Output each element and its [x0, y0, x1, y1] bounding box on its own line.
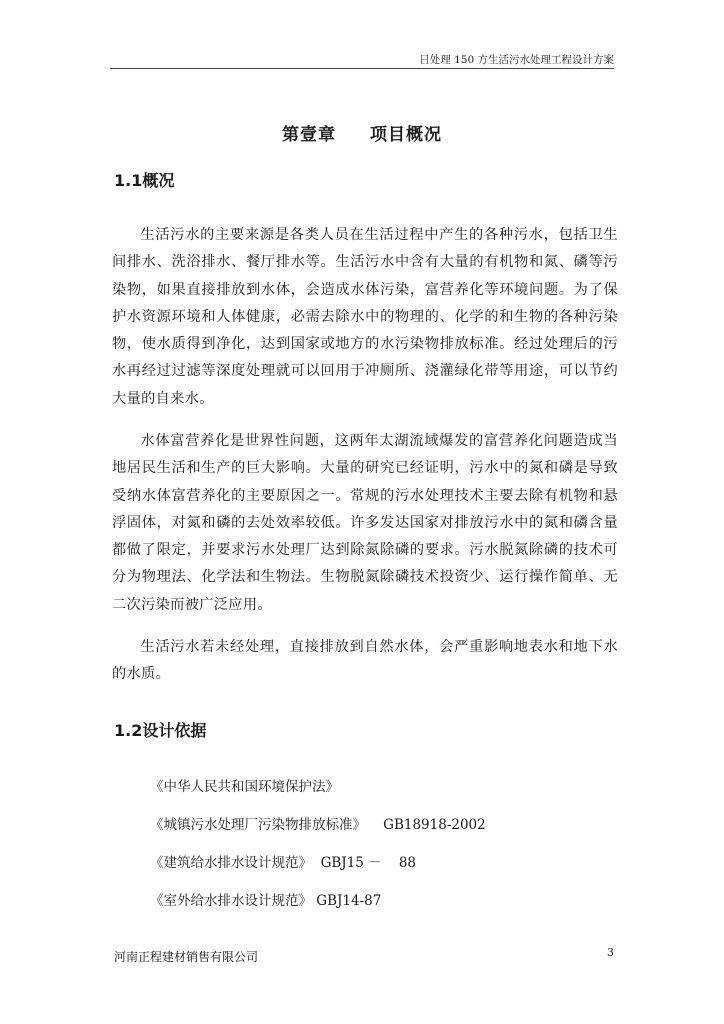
- section-heading-design-basis: 1.2设计依据: [114, 721, 207, 740]
- reference-list: [150, 768, 486, 920]
- section-heading-overview: 1.1概况: [114, 171, 175, 190]
- chapter-number: 第壹章: [282, 125, 336, 145]
- paragraph-untreated-discharge: 生活污水若未经处理，直接排放到自然水体，会严重影响地表水和地下水的水质。: [112, 639, 618, 683]
- paragraph-eutrophication: 水体富营养化是世界性问题，这两年太湖流域爆发的富营养化问题造成当地居民生活和生产的巨大影响。大量的研究已经证明，污水中的氮和磷是导致受纳水体富营养化的主要原因之一。常规的污水处理技术主要去除有机物和悬浮固体，对氮和磷的去处效率较低。许多发达国家对排放污水中的氮和磷含量都做了限定，并要求污水处理厂达到除氮除磷的要求。污水脱氮除磷的技术可分为物理法、化学法和生物法。生物脱氮除磷技术投资少、运行操作简单、无二次污染而被广泛应用。: [112, 433, 618, 613]
- reference-item: 《室外给水排水设计规范》 GBJ14-87: [150, 893, 382, 909]
- reference-item: 《城镇污水处理厂污染物排放标准》 GB18918-2002: [150, 817, 486, 833]
- header-document-title: 日处理 150 方生活污水处理工程设计方案: [419, 54, 614, 66]
- header-rule: [110, 68, 614, 69]
- page-number: 3: [607, 946, 614, 959]
- reference-item: 《中华人民共和国环境保护法》: [150, 779, 339, 795]
- chapter-name: 项目概况: [370, 125, 442, 145]
- footer-company-name: 河南正程建材销售有限公司: [114, 950, 259, 964]
- chapter-title: [0, 120, 724, 145]
- paragraph-sewage-sources: 生活污水的主要来源是各类人员在生活过程中产生的各种污水，包括卫生间排水、洗浴排水、餐厅排水等。生活污水中含有大量的有机物和氮、磷等污染物，如果直接排放到水体，会造成水体污染，富营养化等环境问题。为了保护水资源环境和人体健康，必需去除水中的物理的、化学的和生物的各种污染物，使水质得到净化，达到国家或地方的水污染物排放标准。经过处理后的污水再经过过滤等深度处理就可以回用于冲厕所、浇灌绿化带等用途，可以节约大量的自来水。: [112, 227, 618, 407]
- reference-item: 《建筑给水排水设计规范》 GBJ15 － 88: [150, 855, 417, 871]
